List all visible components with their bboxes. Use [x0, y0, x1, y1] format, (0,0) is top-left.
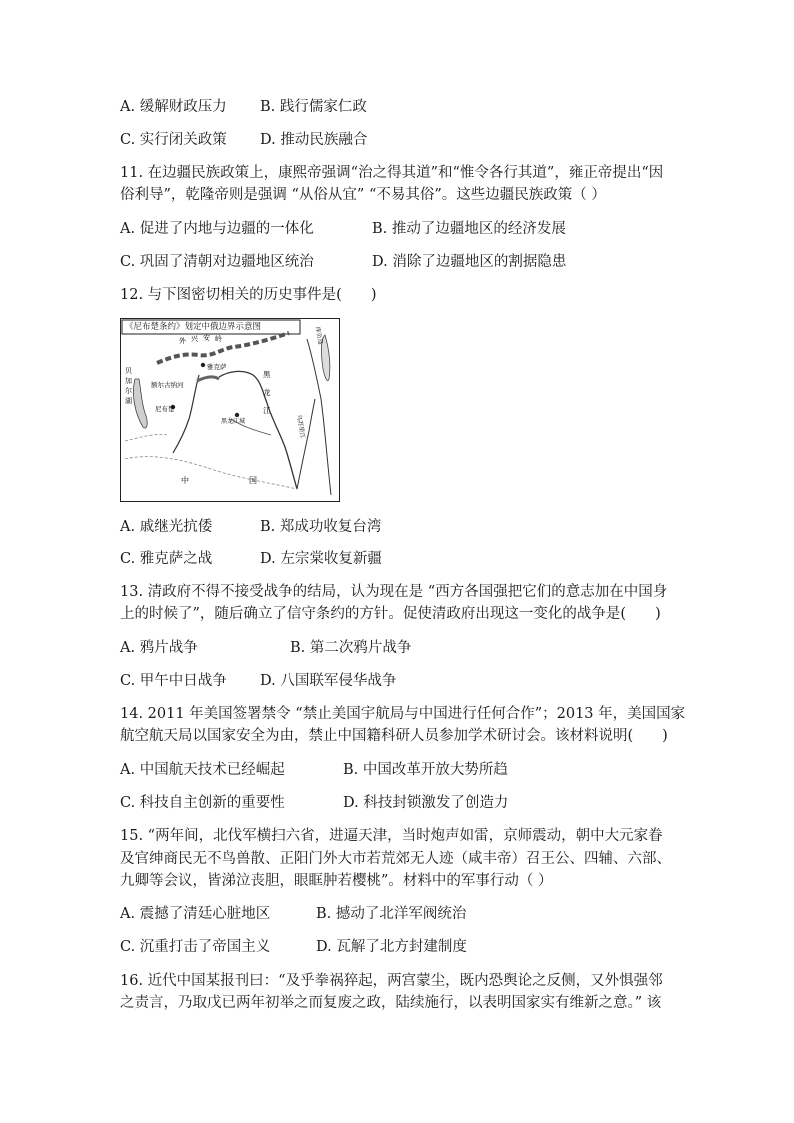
- q15-option-c: C. 沉重打击了帝国主义: [120, 939, 271, 955]
- q14-option-d: D. 科技封锁激发了创造力: [343, 795, 509, 811]
- q10-option-d: D. 推动民族融合: [260, 132, 368, 148]
- q11-option-c: C. 巩固了清朝对边疆地区统治: [120, 254, 314, 270]
- q14-option-c: C. 科技自主创新的重要性: [120, 795, 285, 811]
- q11-option-a: A. 促进了内地与边疆的一体化: [120, 221, 314, 237]
- label-ergun: 额尔古纳河: [151, 381, 184, 389]
- q12-option-d: D. 左宗棠收复新疆: [260, 551, 382, 567]
- label-zhong: 中: [181, 476, 189, 485]
- q11-stem-line2: 俗利导”，乾隆帝则是强调 “从俗从宜” “不易其俗”。这些边疆民族政策（ ）: [120, 187, 606, 203]
- yakesa-marker: [201, 363, 205, 367]
- label-outer-c: 安: [203, 334, 210, 342]
- label-outer-d: 岭: [215, 335, 222, 343]
- q13-option-c: C. 甲午中日战争: [120, 673, 227, 689]
- q15-option-d: D. 瓦解了北方封建制度: [316, 939, 467, 955]
- label-wusuli: 乌苏里江: [295, 414, 307, 439]
- q10-options-row1: [120, 97, 367, 117]
- q10-options-row2: [120, 130, 367, 150]
- label-long: 龙: [263, 388, 271, 397]
- q11-options-row2: [120, 252, 566, 272]
- q16-stem-line1: 16. 近代中国某报刊曰：“及乎拳祸猝起，两宫蒙尘，既内恐舆论之反侧，又外惧强邻: [120, 973, 663, 989]
- q13-option-b: B. 第二次鸦片战争: [290, 640, 412, 656]
- label-heilongjiangcheng: 黑龙江城: [221, 418, 246, 425]
- q14-stem-line2: 航空航天局以国家安全为由，禁止中国籍科研人员参加学术研讨会。该材料说明( ): [120, 728, 668, 744]
- label-jiang: 江: [263, 406, 271, 415]
- q15-stem-line2: 及官绅商民无不鸟兽散、正阳门外大市若荒郊无人迹（咸丰帝）召王公、四辅、六部、: [120, 851, 671, 867]
- q12-stem: 12. 与下图密切相关的历史事件是( ): [120, 287, 377, 303]
- q14-option-a: A. 中国航天技术已经崛起: [120, 762, 285, 778]
- label-bei-1: 贝: [125, 367, 132, 375]
- q15-options-row2: [120, 937, 467, 957]
- q12-options-row1: [120, 517, 381, 537]
- q14-options-row1: [120, 760, 508, 780]
- map-title: 《尼布楚条约》划定中俄边界示意图: [125, 322, 262, 332]
- q14-option-b: B. 中国改革开放大势所趋: [343, 762, 508, 778]
- label-guo: 国: [249, 476, 257, 485]
- label-outer-a: 外: [179, 337, 186, 345]
- label-bei-4: 湖: [125, 397, 132, 405]
- q14-stem-line1: 14. 2011 年美国签署禁令 “禁止美国宇航局与中国进行任何合作”；2013 年，美国国家: [120, 706, 686, 722]
- q13-stem-line1: 13. 清政府不得不接受战争的结局，认为现在是 “西方各国强把它们的意志加在中国身: [120, 584, 668, 600]
- label-hei: 黑: [263, 370, 271, 379]
- q12-option-a: A. 戚继光抗倭: [120, 519, 213, 535]
- label-outer-b: 兴: [191, 335, 198, 343]
- label-bei-3: 尔: [125, 387, 132, 395]
- label-kuye: 库页岛: [313, 326, 324, 346]
- q15-stem-line1: 15. “两年间，北伐军横扫六省，进逼天津，当时炮声如雷，京师震动，朝中大元家眷: [120, 828, 663, 844]
- q12-options-row2: [120, 549, 382, 569]
- q11-stem-line1: 11. 在边疆民族政策上，康熙帝强调“治之得其道”和“惟令各行其道”，雍正帝提出“因: [120, 165, 664, 181]
- map-drawing: [121, 319, 339, 501]
- q15-stem-line3: 九卿等会议，皆涕泣丧胆，眼眶肿若樱桃”。材料中的军事行动（ ）: [120, 873, 553, 889]
- label-nibuchu: 尼布楚: [155, 405, 175, 413]
- label-yakesa: 雅克萨: [207, 363, 227, 371]
- q11-option-d: D. 消除了边疆地区的割据隐患: [372, 254, 567, 270]
- q11-options-row1: [120, 219, 566, 239]
- q15-option-a: A. 震撼了清廷心脏地区: [120, 906, 271, 922]
- q10-option-c: C. 实行闭关政策: [120, 132, 227, 148]
- nerchinsk-treaty-map: [120, 318, 340, 502]
- q13-option-a: A. 鸦片战争: [120, 640, 198, 656]
- q16-stem-line2: 之责言，乃取戊已两年初举之而复废之政，陆续施行，以表明国家实有维新之意。” 该: [120, 995, 662, 1011]
- q10-option-a: A. 缓解财政压力: [120, 99, 227, 115]
- q13-options-row2: [120, 671, 396, 691]
- label-bei-2: 加: [125, 377, 132, 385]
- q14-options-row2: [120, 793, 508, 813]
- q10-option-b: B. 践行儒家仁政: [260, 99, 367, 115]
- q12-option-b: B. 郑成功收复台湾: [260, 519, 382, 535]
- q12-option-c: C. 雅克萨之战: [120, 551, 213, 567]
- heilongjiangcheng-marker: [235, 413, 239, 417]
- q11-option-b: B. 推动了边疆地区的经济发展: [372, 221, 566, 237]
- q13-options-row1: [120, 638, 411, 658]
- q13-option-d: D. 八国联军侵华战争: [260, 673, 397, 689]
- q15-options-row1: [120, 904, 466, 924]
- q13-stem-line2: 上的时候了”，随后确立了信守条约的方针。促使清政府出现这一变化的战争是( ): [120, 606, 661, 622]
- q15-option-b: B. 撼动了北洋军阀统治: [316, 906, 467, 922]
